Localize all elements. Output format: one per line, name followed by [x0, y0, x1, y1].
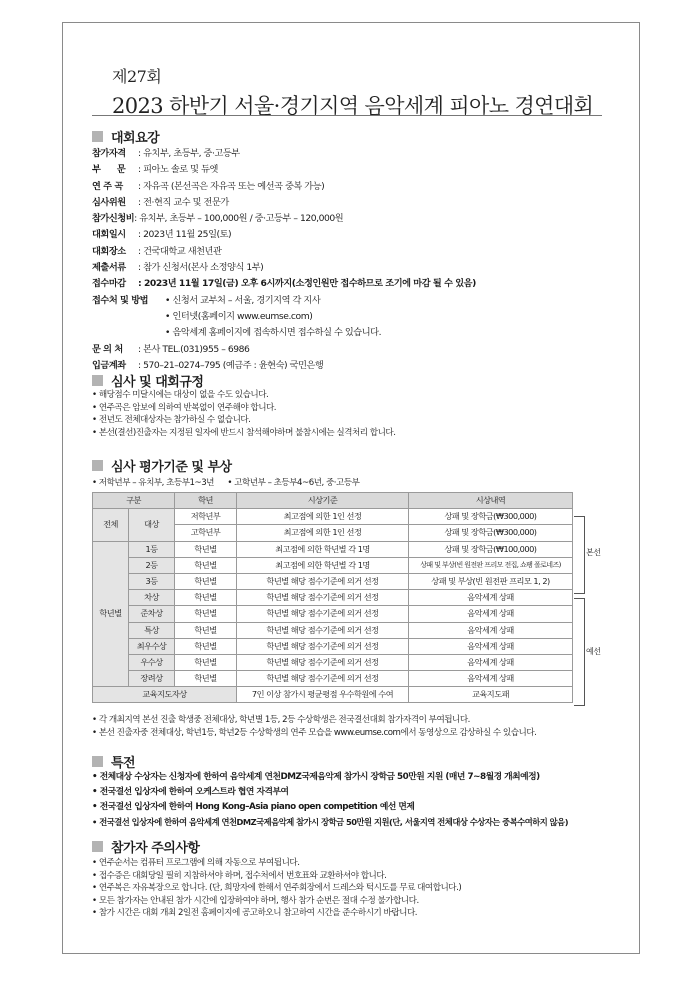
square-bullet-icon	[92, 460, 103, 471]
list-item: • 연주곡은 암보에 의하여 반복없이 연주해야 합니다.	[92, 402, 395, 415]
info-row: 접수처 및 방법 • 신청서 교부처 – 서울, 경기지역 각 지사	[92, 294, 321, 306]
table-row: 고학년부 최고점에 의한 1인 선정 상패 및 장학금(₩300,000)	[93, 525, 573, 541]
page-title: 2023 하반기 서울·경기지역 음악세계 피아노 경연대회	[112, 94, 594, 118]
info-row: 심사위원 : 전·현직 교수 및 전문가	[92, 196, 229, 208]
table-row: 장려상 학년별 학년별 해당 점수기준에 의거 선정 음악세계 상패	[93, 671, 573, 687]
list-item: • 전체대상 수상자는 신청자에 한하여 음악세계 연천DMZ국제음악제 참가시 장학금 50만원 지원 (매년 7~8월경 개최예정)	[92, 770, 568, 785]
list-item: • 해당점수 미달시에는 대상이 없을 수도 있습니다.	[92, 389, 395, 402]
info-row: 입금계좌 : 570–21–0274–795 (예금주 : 윤현숙) 국민은행	[92, 359, 324, 371]
table-row: 최우수상 학년별 학년별 해당 점수기준에 의거 선정 음악세계 상패	[93, 638, 573, 654]
table-row: 우수상 학년별 학년별 해당 점수기준에 의거 선정 음악세계 상패	[93, 654, 573, 670]
section-heading-rules	[92, 371, 203, 390]
document-header	[112, 64, 593, 120]
edition-label: 제27회	[112, 67, 162, 86]
info-row: 대회장소 : 건국대학교 새천년관	[92, 245, 222, 257]
section-heading-overview	[92, 127, 159, 146]
prelim-bracket-label: 예선	[586, 647, 601, 656]
list-item: • 연주순서는 컴퓨터 프로그램에 의해 자동으로 부여됩니다.	[92, 857, 461, 870]
info-row: • 음악세계 홈페이지에 접속하시면 접수하실 수 있습니다.	[165, 327, 382, 339]
table-row: 특상 학년별 학년별 해당 점수기준에 의거 선정 음악세계 상패	[93, 622, 573, 638]
final-bracket	[574, 516, 585, 594]
table-header-row: 구분 학년 시상기준 시상내역	[93, 493, 573, 509]
section-heading-awards	[92, 456, 232, 475]
info-row: 접수마감 : 2023년 11월 17일(금) 오후 6시까지(소정인원만 접수하므로 조기에 마감 될 수 있음)	[92, 278, 476, 290]
info-row: 대회일시 : 2023년 11월 25일(토)	[92, 229, 232, 241]
table-row: 2등 학년별 최고점에 의한 학년별 각 1명 상패 및 부상(빈 원전판 프리모 전집, 쇼팽 폴로네즈)	[93, 557, 573, 573]
info-row: • 인터넷(홈페이지 www.eumse.com)	[165, 310, 313, 322]
list-item: • 모든 참가자는 안내된 참가 시간에 입장하여야 하며, 행사 참가 순번은 절대 수정 불가합니다.	[92, 895, 461, 908]
info-row: 문 의 처 : 본사 TEL.(031)955 – 6986	[92, 343, 250, 355]
square-bullet-icon	[92, 131, 103, 142]
cautions-list	[92, 857, 461, 920]
title-divider	[92, 115, 602, 116]
list-item: • 전년도 전체대상자는 참가하실 수 없습니다.	[92, 414, 395, 427]
info-row: 연 주 곡 : 자유곡 (본선곡은 자유곡 또는 예선곡 중복 가능)	[92, 180, 325, 192]
section-title: 참가자 주의사항	[111, 841, 200, 856]
table-row: 차상 학년별 학년별 해당 점수기준에 의거 선정 음악세계 상패	[93, 590, 573, 606]
list-item: • 본선(결선)진출자는 지정된 일자에 반드시 참석해야하며 불참시에는 실격처리 합니다.	[92, 427, 395, 440]
overview-block	[92, 146, 476, 374]
section-title: 대회요강	[111, 131, 160, 146]
section-title: 심사 및 대회규정	[111, 375, 204, 390]
info-row: 참가자격 : 유치부, 초등부, 중·고등부	[92, 148, 240, 159]
list-item: • 전국결선 입상자에 한하여 오케스트라 협연 자격부여	[92, 785, 568, 800]
section-title: 심사 평가기준 및 부상	[111, 460, 232, 475]
list-item: • 연주복은 자유복장으로 합니다. (단, 희망자에 한해서 연주회장에서 드레스와 턱시도를 무료 대여합니다.)	[92, 882, 461, 895]
table-notes	[92, 714, 536, 739]
table-row: 3등 학년별 학년별 해당 점수기준에 의거 선정 상패 및 부상(빈 원전판 프리모 1, 2)	[93, 573, 573, 589]
square-bullet-icon	[92, 375, 103, 386]
list-item: • 각 개최지역 본선 진출 학생중 전체대상, 학년별 1등, 2등 수상학생은 전국결선대회 참가자격이 부여됩니다.	[92, 714, 536, 727]
table-row: 교육지도자상 7인 이상 참가시 평균평점 우수학원에 수여 교육지도패	[93, 687, 573, 703]
table-row: 준차상 학년별 학년별 해당 점수기준에 의거 선정 음악세계 상패	[93, 606, 573, 622]
info-row: 제출서류 : 참가 신청서(본사 소정양식 1부)	[92, 262, 264, 274]
rules-list	[92, 389, 395, 439]
square-bullet-icon	[92, 841, 103, 852]
list-item: • 접수증은 대회당일 필히 지참하셔야 하며, 접수처에서 번호표와 교환하셔야 합니다.	[92, 870, 461, 883]
awards-table	[92, 492, 573, 703]
section-heading-benefits	[92, 752, 135, 771]
list-item: • 본선 진출자중 전체대상, 학년1등, 학년2등 수상학생의 연주 모습을 www.eumse.com에서 동영상으로 감상하실 수 있습니다.	[92, 727, 536, 740]
final-bracket-label: 본선	[586, 548, 601, 557]
info-row: 참가신청비: 유치부, 초등부 – 100,000원 / 중·고등부 – 120,000원	[92, 213, 344, 225]
benefits-list	[92, 770, 568, 830]
list-item: • 전국결선 입상자에 한하여 음악세계 연천DMZ국제음악제 참가시 장학금 50만원 지원(단, 서울지역 전체대상 수상자는 중복수여하지 않음)	[92, 815, 568, 830]
division-legend: • 저학년부 – 유치부, 초등부1~3년 • 고학년부 – 초등부4~6년, 중·고등부	[92, 478, 360, 488]
table-row: 학년별 1등 학년별 최고점에 의한 학년별 각 1명 상패 및 장학금(₩100,000)	[93, 541, 573, 557]
list-item: • 전국결선 입상자에 한하여 Hong Kong–Asia piano open competition 예선 면제	[92, 800, 568, 815]
table-row: 전체 대상 저학년부 최고점에 의한 1인 선정 상패 및 장학금(₩300,000)	[93, 509, 573, 525]
square-bullet-icon	[92, 756, 103, 767]
section-heading-cautions	[92, 837, 199, 856]
list-item: • 참가 시간은 대회 개최 2일전 홈페이지에 공고하오니 참고하여 시간을 준수하시기 바랍니다.	[92, 907, 461, 920]
section-title: 특전	[111, 756, 136, 771]
info-row: 부 문 : 피아노 솔로 및 듀엣	[92, 164, 218, 176]
prelim-bracket	[574, 598, 585, 706]
